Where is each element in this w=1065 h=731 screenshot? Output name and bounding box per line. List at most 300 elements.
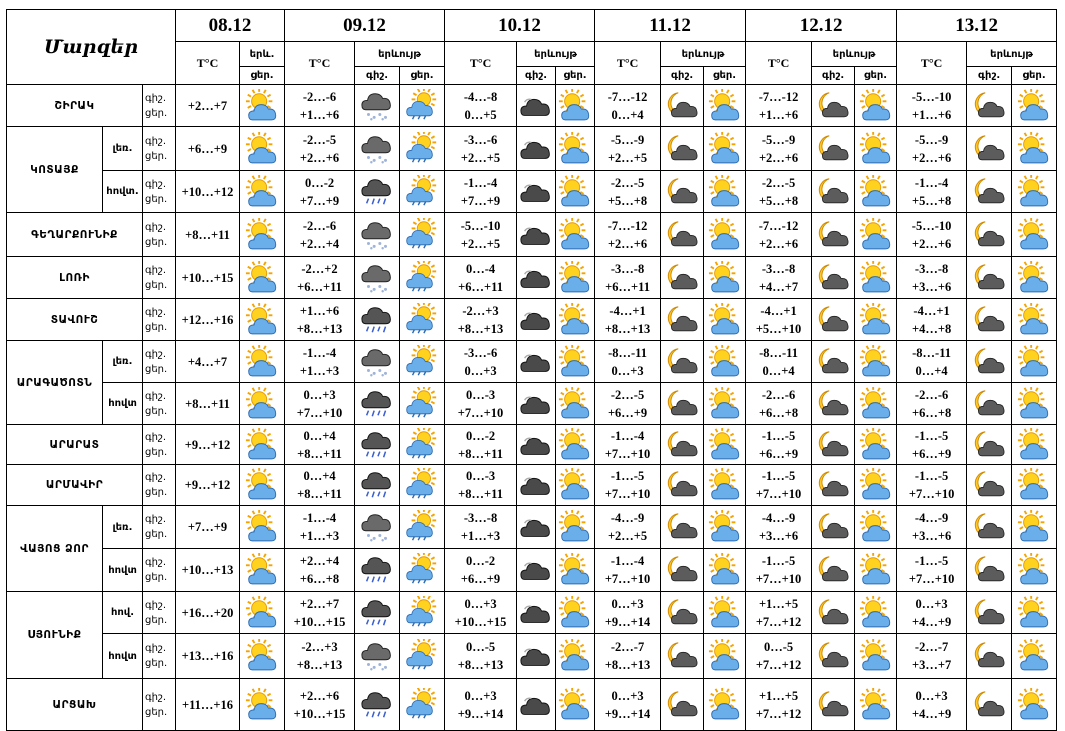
day-temp: +5…+10 <box>755 321 802 336</box>
moon-cloud-icon <box>816 345 850 379</box>
night-weather-cell <box>812 634 855 679</box>
night-temp: 0…-5 <box>763 640 794 654</box>
night-weather-cell <box>967 506 1012 549</box>
temperature-cell <box>595 549 661 592</box>
moon-cloud-icon <box>816 218 850 252</box>
night-temp: -3…-6 <box>463 132 498 147</box>
day-weather-cell <box>1012 127 1057 171</box>
night-temp: -2…-7 <box>610 640 645 654</box>
day-temp: +2…+6 <box>607 236 648 251</box>
day-weather-cell <box>400 592 445 634</box>
day-weather-cell <box>704 592 746 634</box>
day-weather-cell <box>704 171 746 213</box>
night-temp: +2…+7 <box>299 596 340 611</box>
sun-cloud-icon <box>245 510 279 544</box>
temperature-cell <box>285 465 355 506</box>
day-weather-cell <box>400 213 445 257</box>
sun-cloud-icon <box>558 345 592 379</box>
region-name: ԱՐՄԱՎԻՐ <box>7 465 143 506</box>
day-weather-cell <box>1012 549 1057 592</box>
night-weather-cell <box>967 127 1012 171</box>
night-weather-cell <box>355 634 400 679</box>
day-weather-cell <box>704 257 746 299</box>
day-label: ցեր. <box>145 658 168 669</box>
temperature-cell <box>595 465 661 506</box>
day-temp: +7…+9 <box>187 520 228 534</box>
sun-cloud-icon <box>859 303 893 337</box>
night-label: գիշ. <box>145 348 167 360</box>
temperature-cell <box>445 341 517 383</box>
day-temp: +2…+6 <box>758 236 799 251</box>
sun-cloud-icon <box>245 345 279 379</box>
sun-cloud-icon <box>1017 345 1051 379</box>
night-weather-cell <box>967 383 1012 425</box>
snow-cloud-icon <box>360 510 394 544</box>
moon-cloud-icon <box>665 468 699 502</box>
night-temp: -1…-5 <box>610 469 645 483</box>
day-temp: +8…+11 <box>458 487 503 501</box>
day-temp: +10…+15 <box>293 706 346 721</box>
sun-cloud-icon <box>1017 387 1051 421</box>
night-weather-cell <box>812 213 855 257</box>
sun-cloud-icon <box>558 261 592 295</box>
moon-cloud-icon <box>972 596 1006 630</box>
night-subheader: գիշ. <box>812 67 855 85</box>
period-labels <box>143 299 176 341</box>
night-temp: -1…-5 <box>914 469 949 483</box>
period-labels <box>143 679 176 731</box>
night-weather-cell <box>355 425 400 465</box>
temperature-cell <box>445 257 517 299</box>
temperature-cell <box>746 171 812 213</box>
day-temp: +9…+14 <box>457 706 504 721</box>
region-row <box>7 592 1057 634</box>
night-weather-cell <box>812 299 855 341</box>
day-temp: 0…+4 <box>611 107 644 122</box>
night-weather-cell <box>812 127 855 171</box>
day-temp: +8…+13 <box>296 321 343 336</box>
temp-unit-header: T°C <box>897 42 967 85</box>
day-temp: +1…+3 <box>299 529 340 543</box>
snow-cloud-icon <box>360 261 394 295</box>
period-labels <box>143 171 176 213</box>
moon-cloud-icon <box>972 89 1006 123</box>
day-label: ցեր. <box>145 487 168 498</box>
night-temp: -2…-6 <box>302 218 337 233</box>
day-weather-cell <box>1012 85 1057 127</box>
day-temp: +8…+11 <box>185 396 230 411</box>
sun-cloud-icon <box>1017 218 1051 252</box>
day-weather-cell <box>855 549 897 592</box>
night-weather-cell <box>661 465 704 506</box>
moon-cloud-icon <box>816 468 850 502</box>
night-weather-cell <box>812 257 855 299</box>
day-temp: +2…+5 <box>607 150 648 165</box>
night-weather-cell <box>967 299 1012 341</box>
sun-cloud-icon <box>859 345 893 379</box>
night-label: գիշ. <box>145 431 167 443</box>
sun-cloud-icon <box>1017 261 1051 295</box>
day-weather-cell <box>1012 383 1057 425</box>
day-weather-cell <box>400 341 445 383</box>
night-temp: -2…-6 <box>302 89 337 104</box>
weather-cell <box>240 341 285 383</box>
day-weather-cell <box>556 549 595 592</box>
sun-cloud-icon <box>245 89 279 123</box>
sun-cloud-icon <box>558 596 592 630</box>
moon-cloud-icon <box>665 596 699 630</box>
night-weather-cell <box>967 257 1012 299</box>
temperature-cell <box>176 592 240 634</box>
temperature-cell <box>445 679 517 731</box>
night-temp: 0…+3 <box>611 596 644 611</box>
day-label: ցեր. <box>145 614 168 626</box>
region-row <box>7 549 1057 592</box>
moon-cloud-icon <box>972 132 1006 166</box>
sun-cloud-icon <box>859 596 893 630</box>
sun-cloud-rain-icon <box>405 510 439 544</box>
snow-cloud-icon <box>360 639 394 673</box>
weather-cell <box>240 257 285 299</box>
day-weather-cell <box>855 127 897 171</box>
moon-cloud-icon <box>665 553 699 587</box>
day-weather-cell <box>400 299 445 341</box>
night-weather-cell <box>517 383 556 425</box>
sun-cloud-icon <box>708 387 742 421</box>
temperature-cell <box>176 213 240 257</box>
sun-cloud-icon <box>558 510 592 544</box>
day-temp: 0…+4 <box>915 363 948 378</box>
moon-cloud-icon <box>816 175 850 209</box>
day-weather-cell <box>855 679 897 731</box>
night-label: գիշ. <box>145 691 167 703</box>
period-labels <box>143 383 176 425</box>
day-temp: +10…+13 <box>181 563 234 577</box>
day-weather-cell <box>556 679 595 731</box>
period-labels <box>143 257 176 299</box>
temperature-cell <box>176 171 240 213</box>
temperature-cell <box>176 299 240 341</box>
night-temp: -2…+3 <box>462 303 499 318</box>
temperature-cell <box>285 506 355 549</box>
day-weather-cell <box>855 341 897 383</box>
night-weather-cell <box>967 341 1012 383</box>
day-weather-cell <box>855 425 897 465</box>
night-temp: -2…+2 <box>301 261 338 276</box>
day-temp: +3…+7 <box>911 658 952 672</box>
day-temp: +7…+9 <box>460 193 501 208</box>
night-weather-cell <box>517 634 556 679</box>
day-weather-cell <box>704 634 746 679</box>
day-temp: +2…+7 <box>187 98 228 113</box>
temperature-cell <box>285 383 355 425</box>
temp-unit-header: T°C <box>285 42 355 85</box>
moon-cloud-icon <box>972 175 1006 209</box>
sun-cloud-icon <box>1017 132 1051 166</box>
day-weather-cell <box>704 127 746 171</box>
night-temp: 0…-3 <box>465 387 496 402</box>
sun-cloud-rain-icon <box>405 303 439 337</box>
sun-cloud-icon <box>708 639 742 673</box>
rain-cloud-icon <box>360 387 394 421</box>
day-temp: +3…+6 <box>911 529 952 543</box>
rain-cloud-icon <box>360 596 394 630</box>
day-weather-cell <box>556 383 595 425</box>
day-temp: +1…+6 <box>758 107 799 122</box>
night-temp: +2…+4 <box>299 554 340 568</box>
region-name: ՇԻՐԱԿ <box>7 85 143 127</box>
day-temp: +6…+9 <box>607 405 648 420</box>
day-temp: +16…+20 <box>181 605 234 620</box>
dark-cloud-icon <box>519 89 553 123</box>
day-weather-cell <box>1012 679 1057 731</box>
night-label: գիշ. <box>145 135 167 147</box>
phenomena-header: երևույթ <box>812 42 897 67</box>
day-weather-cell <box>556 213 595 257</box>
period-labels <box>143 506 176 549</box>
sun-cloud-rain-icon <box>405 132 439 166</box>
temperature-cell <box>285 634 355 679</box>
temperature-cell <box>445 85 517 127</box>
night-temp: -2…+3 <box>301 640 338 654</box>
sun-cloud-icon <box>708 261 742 295</box>
sun-cloud-icon <box>708 553 742 587</box>
night-weather-cell <box>812 679 855 731</box>
sun-cloud-icon <box>859 218 893 252</box>
night-temp: 0…+3 <box>915 596 948 611</box>
snow-cloud-icon <box>360 89 394 123</box>
temperature-cell <box>285 425 355 465</box>
night-weather-cell <box>517 465 556 506</box>
rain-cloud-icon <box>360 688 394 722</box>
sun-cloud-icon <box>859 132 893 166</box>
sun-cloud-icon <box>708 510 742 544</box>
night-weather-cell <box>661 341 704 383</box>
night-temp: 0…-4 <box>465 261 496 276</box>
night-weather-cell <box>517 341 556 383</box>
sun-cloud-icon <box>1017 596 1051 630</box>
day-temp: +6…+11 <box>458 279 503 294</box>
sun-cloud-icon <box>558 175 592 209</box>
dark-cloud-icon <box>519 688 553 722</box>
night-temp: -1…-4 <box>610 428 645 443</box>
day-temp: +11…+16 <box>182 697 234 712</box>
night-temp: 0…+4 <box>303 469 336 483</box>
day-temp: +7…+10 <box>604 572 651 586</box>
sun-cloud-icon <box>859 688 893 722</box>
temperature-cell <box>897 506 967 549</box>
subregion-name: հովտ <box>103 549 143 592</box>
region-row <box>7 127 1057 171</box>
sun-cloud-icon <box>245 428 279 462</box>
temperature-cell <box>285 213 355 257</box>
moon-cloud-icon <box>816 132 850 166</box>
region-name: ՍՅՈՒՆԻՔ <box>7 592 103 679</box>
day-weather-cell <box>400 549 445 592</box>
dark-cloud-icon <box>519 553 553 587</box>
day-label: ցեր. <box>145 279 168 291</box>
sun-cloud-icon <box>245 387 279 421</box>
temperature-cell <box>897 299 967 341</box>
day-weather-cell <box>704 506 746 549</box>
day-subheader: ցեր. <box>855 67 897 85</box>
moon-cloud-icon <box>816 428 850 462</box>
temperature-cell <box>595 127 661 171</box>
subregion-name: հովտ <box>103 383 143 425</box>
sun-cloud-icon <box>245 553 279 587</box>
moon-cloud-icon <box>972 428 1006 462</box>
region-row <box>7 213 1057 257</box>
night-temp: -1…-5 <box>761 469 796 483</box>
night-weather-cell <box>355 506 400 549</box>
temperature-cell <box>746 465 812 506</box>
temperature-cell <box>897 257 967 299</box>
day-label: ցեր. <box>145 107 168 119</box>
day-label: ցեր. <box>145 150 168 162</box>
dark-cloud-icon <box>519 468 553 502</box>
sun-cloud-icon <box>708 218 742 252</box>
temperature-cell <box>176 425 240 465</box>
night-temp: 0…+3 <box>464 688 497 703</box>
day-temp: +7…+12 <box>755 614 802 629</box>
temperature-cell <box>595 425 661 465</box>
day-temp: +1…+3 <box>460 529 501 543</box>
weather-cell <box>240 425 285 465</box>
region-name: ՎԱՅՈՑ ՁՈՐ <box>7 506 103 592</box>
sun-cloud-icon <box>245 261 279 295</box>
temperature-cell <box>746 506 812 549</box>
night-temp: -2…-5 <box>302 132 337 147</box>
phenomena-header: երևույթ <box>967 42 1057 67</box>
temperature-cell <box>595 592 661 634</box>
date-header: 11.12 <box>595 10 746 42</box>
temperature-cell <box>897 127 967 171</box>
sun-cloud-icon <box>558 132 592 166</box>
moon-cloud-icon <box>665 132 699 166</box>
sun-cloud-icon <box>558 303 592 337</box>
moon-cloud-icon <box>972 688 1006 722</box>
weather-cell <box>240 506 285 549</box>
region-name: ԱՐԱՐԱՏ <box>7 425 143 465</box>
region-row <box>7 299 1057 341</box>
sun-cloud-icon <box>558 89 592 123</box>
night-temp: -4…-8 <box>463 89 498 104</box>
night-temp: 0…+4 <box>303 428 336 443</box>
night-subheader: գիշ. <box>967 67 1012 85</box>
day-temp: +4…+9 <box>911 706 952 721</box>
night-weather-cell <box>812 341 855 383</box>
temperature-cell <box>595 299 661 341</box>
night-weather-cell <box>355 299 400 341</box>
temperature-cell <box>746 341 812 383</box>
sun-cloud-rain-icon <box>405 89 439 123</box>
temperature-cell <box>445 171 517 213</box>
region-row <box>7 383 1057 425</box>
day-temp: +7…+12 <box>755 706 802 721</box>
day-weather-cell <box>855 592 897 634</box>
night-temp: -1…-5 <box>914 428 949 443</box>
sun-cloud-icon <box>1017 553 1051 587</box>
dark-cloud-icon <box>519 639 553 673</box>
night-weather-cell <box>812 85 855 127</box>
phenomena-header: երևույթ <box>661 42 746 67</box>
sun-cloud-icon <box>859 261 893 295</box>
moon-cloud-icon <box>816 387 850 421</box>
day-temp: +6…+9 <box>460 572 501 586</box>
day-temp: +2…+5 <box>607 529 648 543</box>
temperature-cell <box>176 341 240 383</box>
day-weather-cell <box>855 85 897 127</box>
sun-cloud-icon <box>245 688 279 722</box>
night-temp: +1…+5 <box>758 596 799 611</box>
day-weather-cell <box>704 549 746 592</box>
day-label: ցեր. <box>145 405 168 417</box>
day-temp: +4…+7 <box>187 354 228 369</box>
temperature-cell <box>285 341 355 383</box>
sun-cloud-icon <box>245 303 279 337</box>
temperature-cell <box>897 383 967 425</box>
day-weather-cell <box>400 257 445 299</box>
sun-cloud-icon <box>708 688 742 722</box>
day-weather-cell <box>556 634 595 679</box>
night-weather-cell <box>517 549 556 592</box>
temperature-cell <box>595 85 661 127</box>
rain-cloud-icon <box>360 175 394 209</box>
day-label: ցեր. <box>145 706 168 718</box>
day-temp: +7…+10 <box>457 405 504 420</box>
weather-cell <box>240 213 285 257</box>
forecast-sheet <box>6 9 1056 725</box>
night-weather-cell <box>355 213 400 257</box>
temperature-cell <box>746 634 812 679</box>
day-temp: +2…+4 <box>299 236 340 251</box>
temperature-cell <box>746 592 812 634</box>
day-weather-cell <box>704 85 746 127</box>
date-header: 10.12 <box>445 10 595 42</box>
day-temp: +12…+16 <box>181 312 234 327</box>
night-weather-cell <box>517 127 556 171</box>
temperature-cell <box>595 171 661 213</box>
night-weather-cell <box>661 299 704 341</box>
night-weather-cell <box>355 679 400 731</box>
day-temp: +3…+6 <box>911 279 952 294</box>
period-labels <box>143 213 176 257</box>
day-temp: +3…+6 <box>758 529 799 543</box>
dark-cloud-icon <box>519 387 553 421</box>
sun-cloud-icon <box>558 428 592 462</box>
night-temp: -2…-6 <box>914 387 949 402</box>
temperature-cell <box>595 213 661 257</box>
moon-cloud-icon <box>972 387 1006 421</box>
day-temp: 0…+5 <box>464 107 497 122</box>
night-weather-cell <box>967 679 1012 731</box>
sun-cloud-icon <box>859 639 893 673</box>
temperature-cell <box>445 465 517 506</box>
weather-cell <box>240 127 285 171</box>
night-subheader: գիշ. <box>661 67 704 85</box>
temperature-cell <box>897 549 967 592</box>
sun-cloud-icon <box>708 596 742 630</box>
day-temp: +8…+13 <box>296 658 343 672</box>
day-temp: +4…+8 <box>911 321 952 336</box>
day-temp: +7…+10 <box>604 487 651 501</box>
night-temp: -4…+1 <box>609 303 646 318</box>
weather-cell <box>240 592 285 634</box>
temperature-cell <box>445 383 517 425</box>
day-temp: +2…+6 <box>911 236 952 251</box>
night-weather-cell <box>661 634 704 679</box>
moon-cloud-icon <box>972 639 1006 673</box>
